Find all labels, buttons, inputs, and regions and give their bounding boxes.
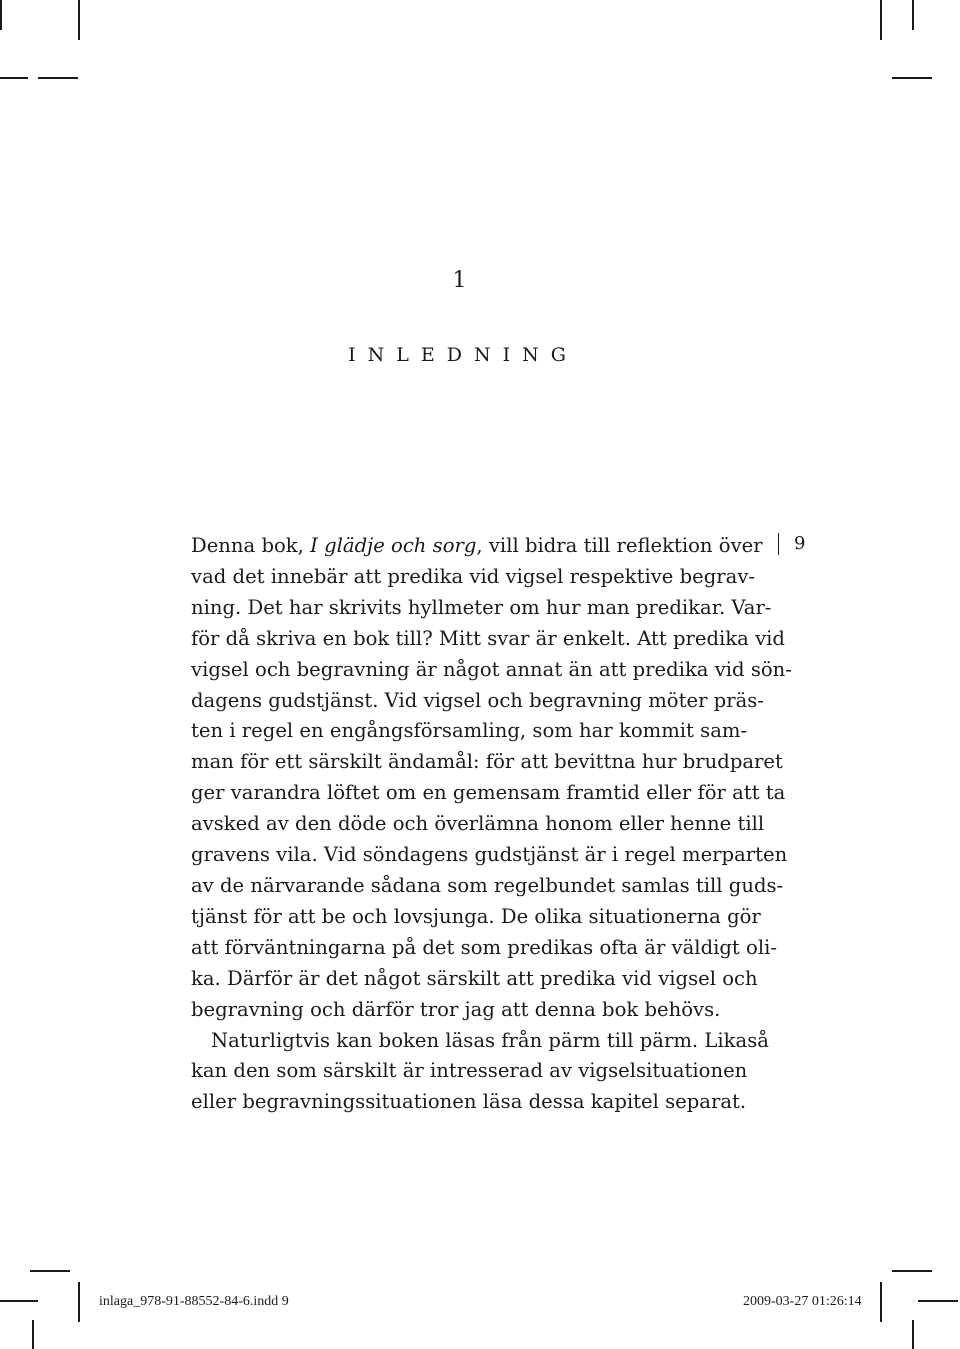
crop-mark bbox=[38, 77, 78, 79]
text-line: ning. Det har skrivits hyllmeter om hur man predikar. Var- bbox=[191, 595, 772, 619]
text-line: för då skriva en bok till? Mitt svar är enkelt. Att predika vid bbox=[191, 626, 785, 650]
text-line: tjänst för att be och lovsjunga. De olika situationerna gör bbox=[191, 904, 761, 928]
text-line: begravning och därför tror jag att denna bok behövs. bbox=[191, 997, 721, 1021]
crop-mark bbox=[912, 0, 914, 30]
book-title: I glädje och sorg bbox=[310, 534, 477, 557]
body-text bbox=[191, 531, 792, 1118]
text-line: kan den som särskilt är intresserad av vigselsituationen bbox=[191, 1059, 748, 1083]
crop-mark bbox=[918, 1300, 958, 1302]
crop-mark bbox=[880, 0, 882, 40]
chapter-number: 1 bbox=[452, 268, 468, 293]
crop-mark bbox=[30, 1270, 70, 1272]
text-line: ger varandra löftet om en gemensam framtid eller för att ta bbox=[191, 781, 786, 805]
text-line: dagens gudstjänst. Vid vigsel och begravning möter präs- bbox=[191, 688, 764, 712]
folio-rule bbox=[778, 533, 779, 555]
text-line: vad det innebär att predika vid vigsel respektive begrav- bbox=[191, 564, 756, 588]
crop-mark bbox=[912, 1320, 914, 1349]
text-line: man för ett särskilt ändamål: för att bevittna hur brudparet bbox=[191, 750, 783, 774]
text-line: att förväntningarna på det som predikas ofta är väldigt oli- bbox=[191, 935, 777, 959]
crop-mark bbox=[0, 1300, 38, 1302]
text-line: eller begravningssituationen läsa dessa kapitel separat. bbox=[191, 1090, 747, 1114]
crop-mark bbox=[892, 77, 932, 79]
crop-mark bbox=[0, 77, 28, 79]
crop-mark bbox=[892, 1270, 932, 1272]
crop-mark bbox=[78, 1282, 80, 1322]
text-line: Denna bok, I glädje och sorg, vill bidra till reflektion över bbox=[191, 534, 763, 557]
chapter-title: INLEDNING bbox=[348, 344, 578, 366]
text-line: ten i regel en engångsförsamling, som har kommit sam- bbox=[191, 719, 748, 743]
crop-mark bbox=[78, 0, 80, 40]
slug-filename: inlaga_978-91-88552-84-6.indd 9 bbox=[99, 1294, 289, 1309]
crop-mark bbox=[32, 1320, 34, 1349]
text-line: av de närvarande sådana som regelbundet samlas till guds- bbox=[191, 873, 784, 897]
text-line: ka. Därför är det något särskilt att predika vid vigsel och bbox=[191, 966, 758, 990]
crop-mark bbox=[880, 1282, 882, 1322]
text-line: Naturligtvis kan boken läsas från pärm till pärm. Likaså bbox=[211, 1028, 769, 1052]
text-line: avsked av den döde och överlämna honom eller henne till bbox=[191, 812, 765, 836]
slug-datetime: 2009-03-27 01:26:14 bbox=[743, 1294, 862, 1309]
text-line: vigsel och begravning är något annat än att predika vid sön- bbox=[191, 657, 792, 681]
page-number: 9 bbox=[794, 533, 806, 554]
crop-mark bbox=[0, 0, 2, 30]
text-line: gravens vila. Vid söndagens gudstjänst är i regel merparten bbox=[191, 843, 788, 867]
